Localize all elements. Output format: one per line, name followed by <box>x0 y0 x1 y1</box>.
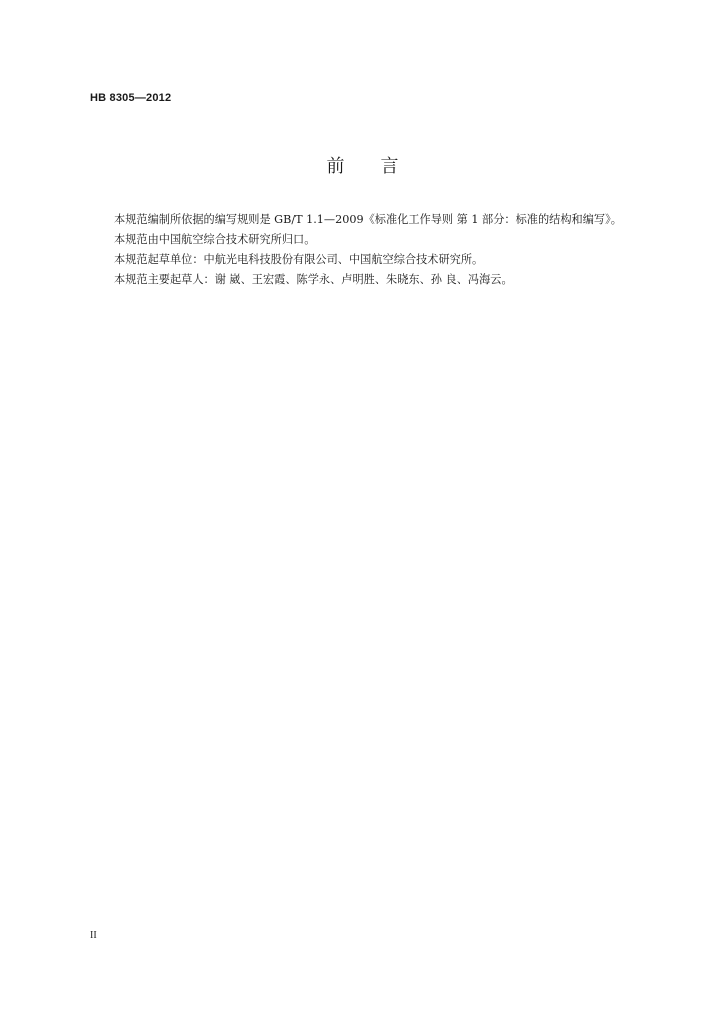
paragraph-main-drafters: 本规范主要起草人：谢 崴、王宏霞、陈学永、卢明胜、朱晓东、孙 良、冯海云。 <box>114 273 513 286</box>
paragraph-drafting-units: 本规范起草单位：中航光电科技股份有限公司、中国航空综合技术研究所。 <box>114 253 484 266</box>
page-number: II <box>90 930 97 941</box>
foreword-body <box>90 210 639 290</box>
paragraph-drafting-rules: 本规范编制所依据的编写规则是 GB/T 1.1—2009《标准化工作导则 第 1 部分：标准的结构和编写》。 <box>114 213 622 226</box>
page-title: 前言 <box>326 156 435 177</box>
standard-id: HB 8305—2012 <box>90 92 172 104</box>
paragraph-centralized-by: 本规范由中国航空综合技术研究所归口。 <box>114 233 316 246</box>
